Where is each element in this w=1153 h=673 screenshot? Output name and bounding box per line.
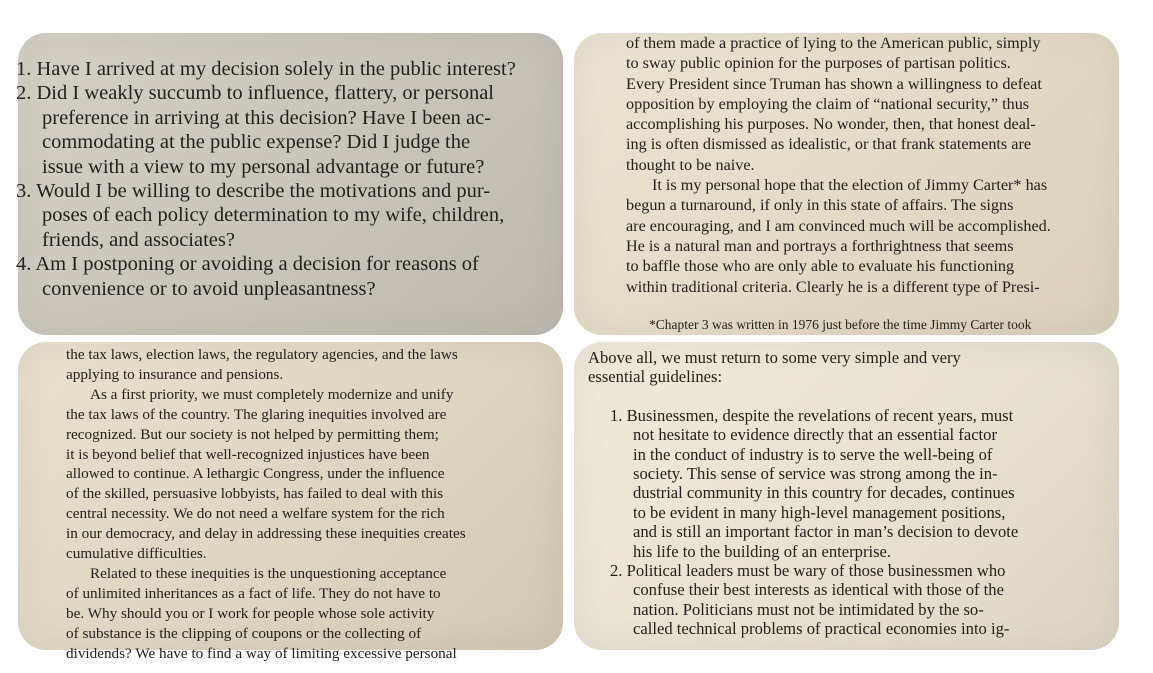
book-photo-carter	[574, 33, 1119, 335]
text-line: within traditional criteria. Clearly he is a different type of Presi-	[626, 277, 1040, 296]
text-line: friends, and associates?	[42, 228, 235, 251]
text-line: the tax laws, election laws, the regulatory agencies, and the laws	[66, 346, 458, 363]
text-line: be. Why should you or I work for people whose sole activity	[66, 604, 435, 622]
text-line: 3. Would I be willing to describe the motivations and pur-	[16, 180, 491, 203]
text-line: of substance is the clipping of coupons or the collecting of	[66, 624, 422, 642]
paragraph-gap	[588, 387, 1018, 406]
book-photo-tax-laws	[18, 342, 563, 662]
text-line: 1. Businessmen, despite the revelations of recent years, must	[610, 405, 1014, 425]
text-line: society. This sense of service was strong among the in-	[633, 464, 998, 484]
text-line: He is a natural man and portrays a forthrightness that seems	[626, 236, 1014, 255]
text-line: opposition by employing the claim of “national security,” thus	[626, 94, 1030, 113]
book-photo-guidelines	[574, 342, 1119, 650]
text-line: central necessity. We do not need a welfare system for the rich	[66, 505, 445, 523]
text-line: begun a turnaround, if only in this state of affairs. The signs	[626, 196, 1014, 215]
text-line: thought to be naive.	[626, 155, 755, 174]
text-line: applying to insurance and pensions.	[66, 365, 284, 383]
text-line: his life to the building of an enterprise.	[633, 541, 892, 561]
text-line: accomplishing his purposes. No wonder, then, that honest deal-	[626, 115, 1036, 134]
text-line: not hesitate to evidence directly that an essential factor	[633, 425, 997, 445]
text-line: of unlimited inheritances as a fact of life. They do not have to	[66, 584, 441, 602]
text-line: to be evident in many high-level management positions,	[633, 502, 1006, 522]
tax-laws-text	[66, 345, 466, 664]
guidelines-text	[588, 348, 1018, 639]
footnote: *Chapter 3 was written in 1976 just before the time Jimmy Carter took	[649, 317, 1032, 332]
questions-text	[16, 57, 516, 301]
text-line: cumulative difficulties.	[66, 545, 207, 563]
text-line: to baffle those who are only able to evaluate his functioning	[626, 257, 1015, 276]
text-line: of the skilled, persuasive lobbyists, has failed to deal with this	[66, 485, 444, 503]
text-line: commodating at the public expense? Did I judge the	[42, 131, 471, 154]
text-line: ing is often dismissed as idealistic, or that frank statements are	[626, 135, 1032, 154]
text-line: are encouraging, and I am convinced much will be accomplished.	[626, 216, 1051, 235]
text-line: poses of each policy determination to my wife, children,	[42, 204, 505, 227]
text-line: confuse their best interests as identical with those of the	[633, 580, 1004, 600]
text-line: preference in arriving at this decision? Have I been ac-	[42, 106, 492, 129]
text-line: 1. Have I arrived at my decision solely in the public interest?	[16, 58, 516, 80]
text-line: allowed to continue. A lethargic Congress, under the influence	[66, 465, 445, 483]
text-line: Related to these inequities is the unquestioning acceptance	[90, 564, 447, 582]
text-line: to sway public opinion for the purposes of partisan politics.	[626, 54, 1011, 73]
text-line: As a first priority, we must completely modernize and unify	[90, 385, 454, 403]
text-line: issue with a view to my personal advantage or future?	[42, 155, 485, 178]
text-line: It is my personal hope that the election of Jimmy Carter* has	[652, 176, 1048, 195]
text-line: dustrial community in this country for decades, continues	[633, 483, 1015, 503]
text-line: essential guidelines:	[588, 367, 723, 387]
text-line: convenience or to avoid unpleasantness?	[42, 277, 376, 300]
text-line: in our democracy, and delay in addressing these inequities creates	[66, 525, 466, 543]
text-line: of them made a practice of lying to the American public, simply	[626, 34, 1041, 52]
text-line: recognized. But our society is not helped by permitting them;	[66, 425, 439, 443]
text-line: Above all, we must return to some very simple and very	[588, 348, 961, 367]
text-line: 2. Did I weakly succumb to influence, flattery, or personal	[16, 82, 494, 105]
text-line: Every President since Truman has shown a willingness to defeat	[626, 74, 1042, 93]
text-line: and is still an important factor in man’s decision to devote	[633, 522, 1019, 542]
text-line: dividends? We have to find a way of limiting excessive personal	[66, 644, 457, 662]
text-line: nation. Politicians must not be intimidated by the so-	[633, 599, 984, 619]
book-photo-questions	[18, 33, 563, 335]
carter-text	[626, 33, 1051, 297]
text-line: in the conduct of industry is to serve the well-being of	[633, 444, 993, 464]
text-line: it is beyond belief that well-recognized injustices have been	[66, 445, 430, 463]
text-line: called technical problems of practical economies into ig-	[633, 619, 1010, 639]
text-line: 4. Am I postponing or avoiding a decision for reasons of	[16, 253, 479, 276]
text-line: the tax laws of the country. The glaring inequities involved are	[66, 405, 447, 423]
text-line: 2. Political leaders must be wary of those businessmen who	[610, 561, 1006, 581]
